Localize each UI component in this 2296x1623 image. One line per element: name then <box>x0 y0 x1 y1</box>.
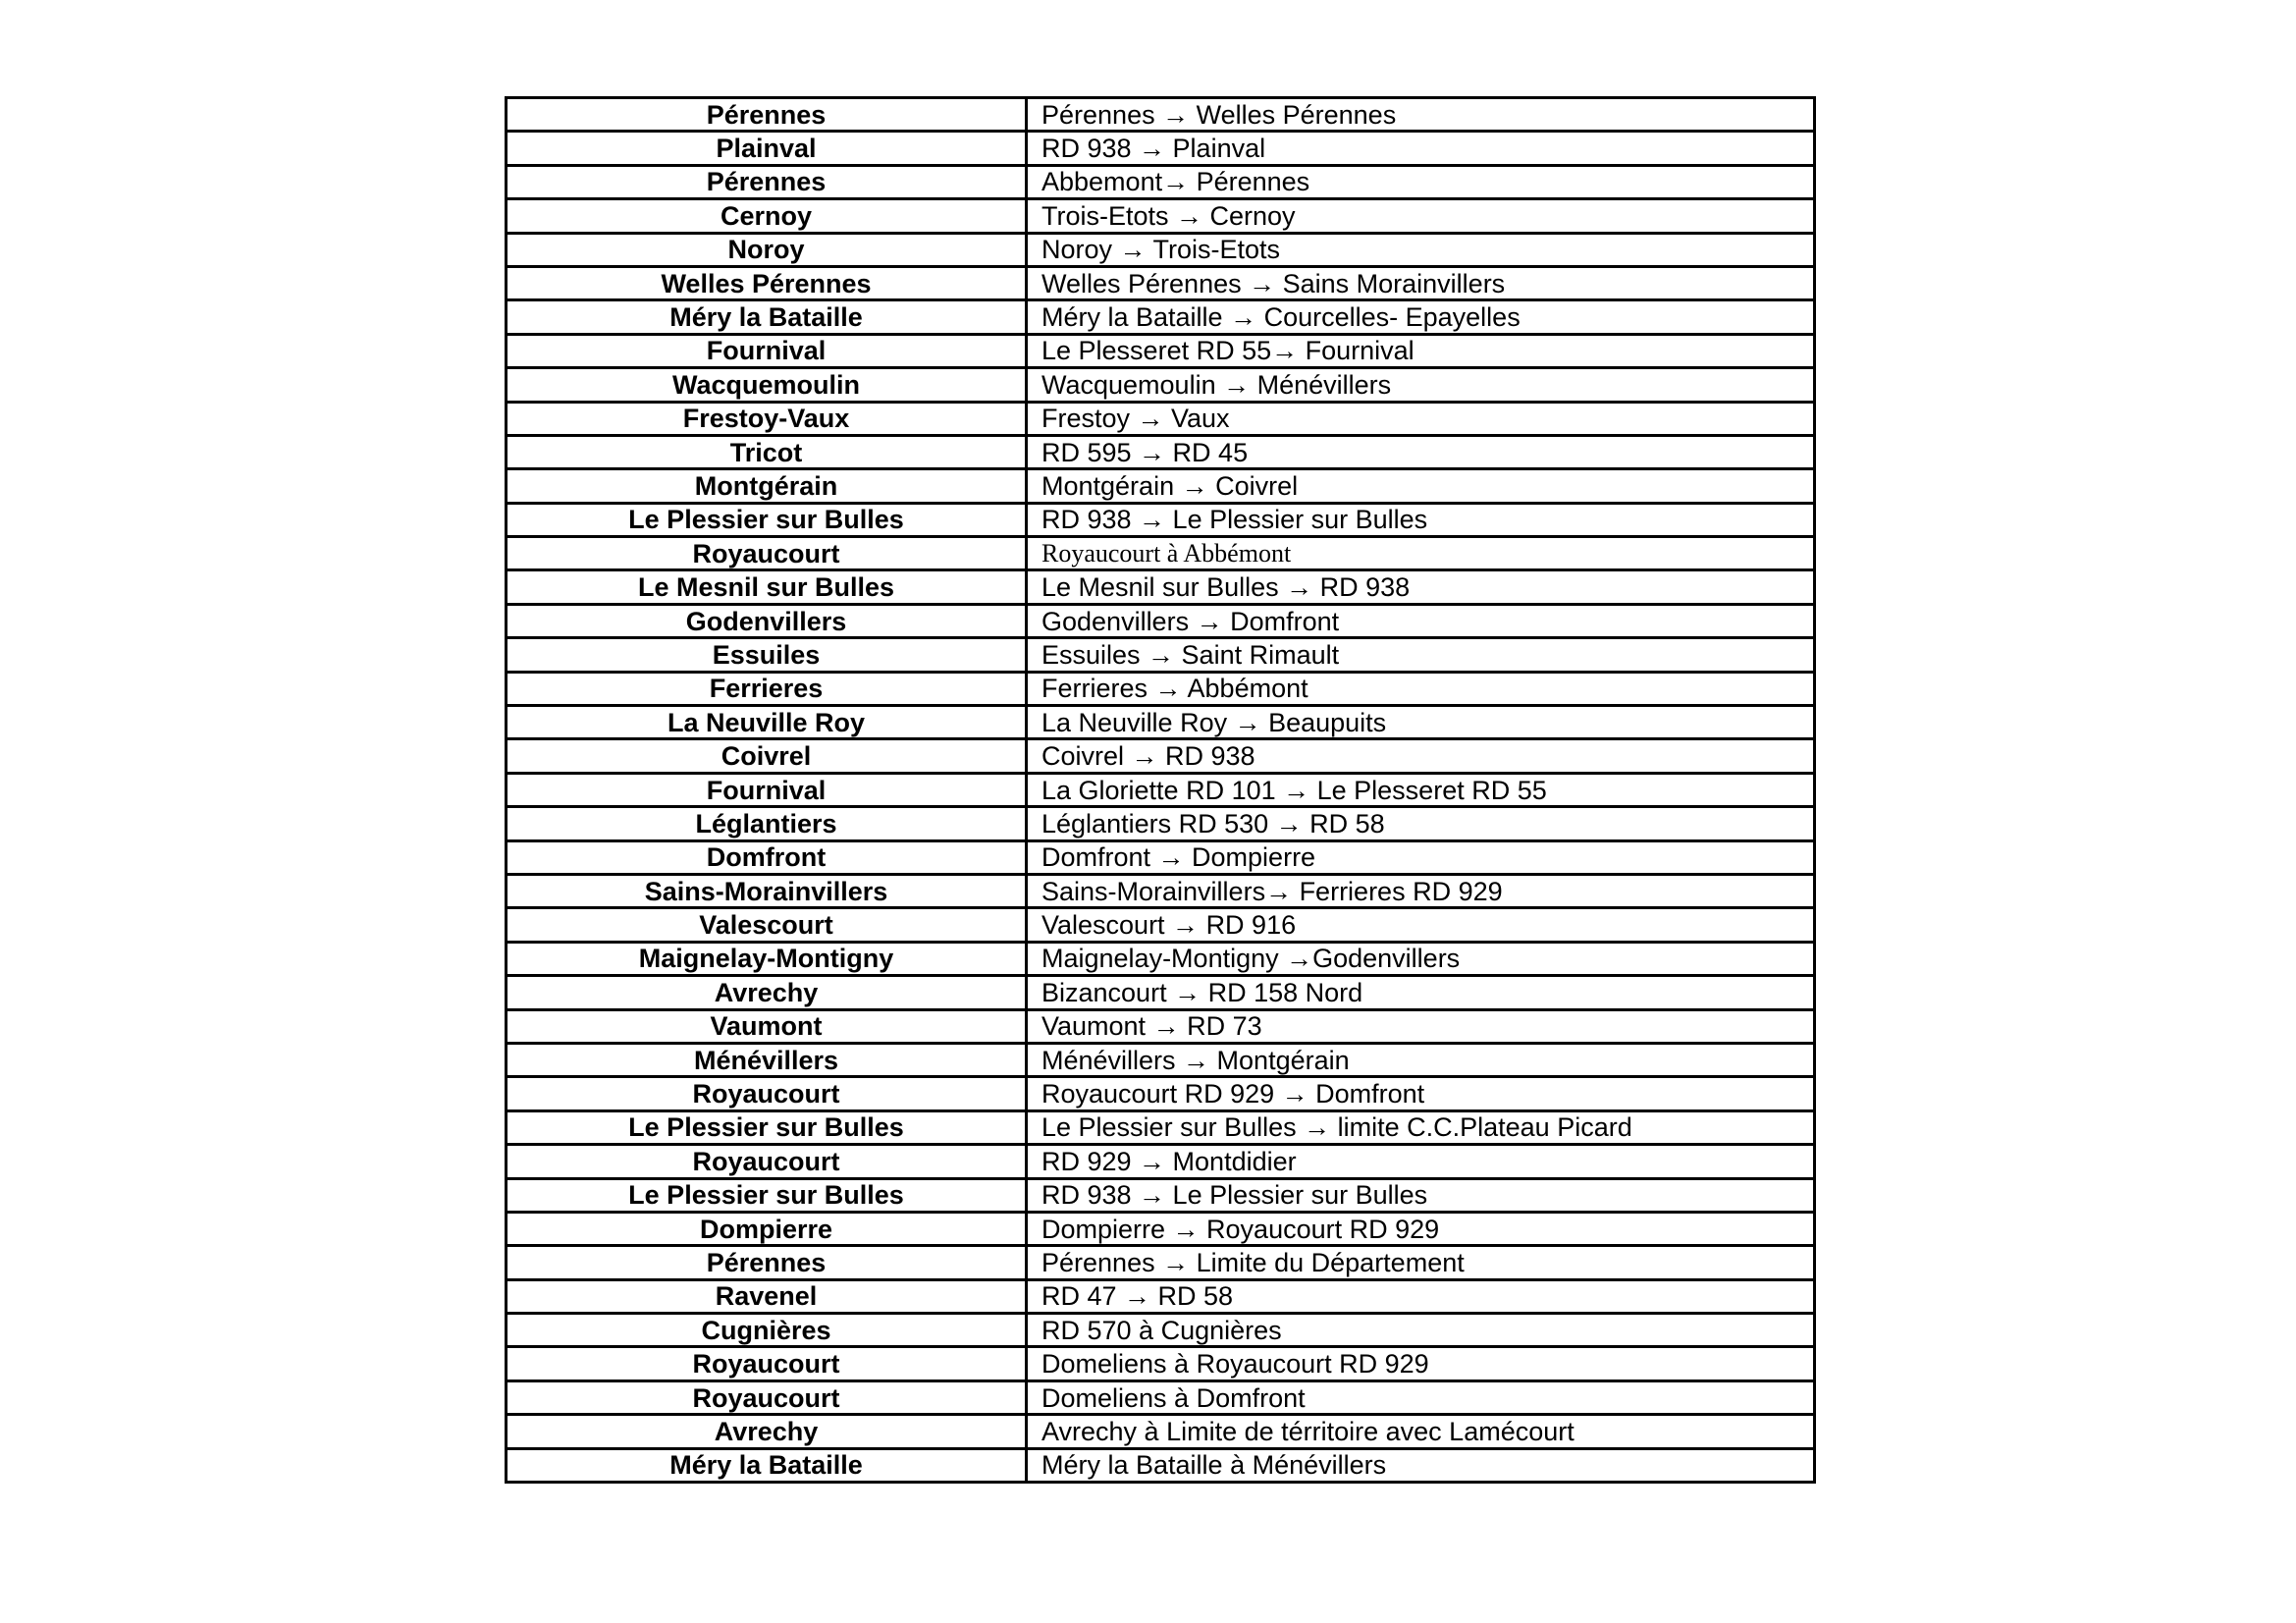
commune-cell: Royaucourt <box>507 1347 1027 1380</box>
route-segment-cell: Méry la Bataille → Courcelles- Epayelles <box>1027 300 1815 334</box>
commune-cell: Royaucourt <box>507 1380 1027 1414</box>
route-segment-cell: RD 47 → RD 58 <box>1027 1279 1815 1313</box>
commune-cell: Coivrel <box>507 739 1027 773</box>
table-row <box>507 570 1815 604</box>
route-segment-cell: La Gloriette RD 101 → Le Plesseret RD 55 <box>1027 773 1815 806</box>
route-segment-cell: Le Mesnil sur Bulles → RD 938 <box>1027 570 1815 604</box>
table-row <box>507 1212 1815 1245</box>
table-row <box>507 840 1815 874</box>
commune-cell: Welles Pérennes <box>507 266 1027 299</box>
commune-cell: Ménévillers <box>507 1043 1027 1076</box>
table-row <box>507 334 1815 367</box>
table-row <box>507 1043 1815 1076</box>
table-row <box>507 402 1815 435</box>
commune-cell: Pérennes <box>507 1246 1027 1279</box>
routes-table-body <box>507 98 1815 1483</box>
table-row <box>507 1314 1815 1347</box>
commune-cell: Dompierre <box>507 1212 1027 1245</box>
table-row <box>507 908 1815 942</box>
route-segment-cell: Valescourt → RD 916 <box>1027 908 1815 942</box>
commune-cell: Le Plessier sur Bulles <box>507 1110 1027 1144</box>
route-segment-cell: RD 929 → Montdidier <box>1027 1145 1815 1178</box>
route-segment-cell: Frestoy → Vaux <box>1027 402 1815 435</box>
commune-cell: Cugnières <box>507 1314 1027 1347</box>
commune-cell: Méry la Bataille <box>507 300 1027 334</box>
commune-cell: Valescourt <box>507 908 1027 942</box>
table-row <box>507 233 1815 266</box>
table-row <box>507 672 1815 705</box>
commune-cell: Le Mesnil sur Bulles <box>507 570 1027 604</box>
table-row <box>507 469 1815 503</box>
route-segment-cell: Le Plesseret RD 55→ Fournival <box>1027 334 1815 367</box>
table-row <box>507 1380 1815 1414</box>
commune-cell: Noroy <box>507 233 1027 266</box>
routes-table <box>505 96 1816 1484</box>
table-row <box>507 976 1815 1009</box>
commune-cell: Pérennes <box>507 98 1027 132</box>
commune-cell: Wacquemoulin <box>507 368 1027 402</box>
route-segment-cell: Léglantiers RD 530 → RD 58 <box>1027 807 1815 840</box>
table-row <box>507 739 1815 773</box>
commune-cell: Royaucourt <box>507 1145 1027 1178</box>
table-row <box>507 1347 1815 1380</box>
route-segment-cell: Abbemont→ Pérennes <box>1027 165 1815 198</box>
route-segment-cell: RD 938 → Le Plessier sur Bulles <box>1027 503 1815 536</box>
table-row <box>507 706 1815 739</box>
table-row <box>507 1077 1815 1110</box>
table-row <box>507 1246 1815 1279</box>
table-row <box>507 942 1815 975</box>
table-row <box>507 874 1815 907</box>
table-row <box>507 368 1815 402</box>
commune-cell: Tricot <box>507 435 1027 468</box>
commune-cell: Sains-Morainvillers <box>507 874 1027 907</box>
route-segment-cell: Avrechy à Limite de térritoire avec Lamécourt <box>1027 1415 1815 1448</box>
table-row <box>507 132 1815 165</box>
route-segment-cell: Pérennes → Limite du Département <box>1027 1246 1815 1279</box>
route-segment-cell: Maignelay-Montigny →Godenvillers <box>1027 942 1815 975</box>
route-segment-cell: Dompierre → Royaucourt RD 929 <box>1027 1212 1815 1245</box>
route-segment-cell: Domfront → Dompierre <box>1027 840 1815 874</box>
commune-cell: Le Plessier sur Bulles <box>507 1178 1027 1212</box>
commune-cell: La Neuville Roy <box>507 706 1027 739</box>
table-row <box>507 604 1815 637</box>
table-row <box>507 1279 1815 1313</box>
commune-cell: Avrechy <box>507 976 1027 1009</box>
route-segment-cell: Montgérain → Coivrel <box>1027 469 1815 503</box>
commune-cell: Domfront <box>507 840 1027 874</box>
route-segment-cell: Méry la Bataille à Ménévillers <box>1027 1448 1815 1482</box>
commune-cell: Cernoy <box>507 199 1027 233</box>
route-segment-cell: Trois-Etots → Cernoy <box>1027 199 1815 233</box>
commune-cell: Montgérain <box>507 469 1027 503</box>
commune-cell: Frestoy-Vaux <box>507 402 1027 435</box>
commune-cell: Léglantiers <box>507 807 1027 840</box>
route-segment-cell: Wacquemoulin → Ménévillers <box>1027 368 1815 402</box>
commune-cell: Essuiles <box>507 638 1027 672</box>
table-row <box>507 773 1815 806</box>
table-row <box>507 98 1815 132</box>
commune-cell: Avrechy <box>507 1415 1027 1448</box>
route-segment-cell: RD 595 → RD 45 <box>1027 435 1815 468</box>
route-segment-cell: Essuiles → Saint Rimault <box>1027 638 1815 672</box>
route-segment-cell: RD 938 → Plainval <box>1027 132 1815 165</box>
table-row <box>507 503 1815 536</box>
route-segment-cell: Pérennes → Welles Pérennes <box>1027 98 1815 132</box>
commune-cell: Fournival <box>507 773 1027 806</box>
commune-cell: Ravenel <box>507 1279 1027 1313</box>
table-row <box>507 165 1815 198</box>
route-segment-cell: Domeliens à Royaucourt RD 929 <box>1027 1347 1815 1380</box>
route-segment-cell: Noroy → Trois-Etots <box>1027 233 1815 266</box>
commune-cell: Royaucourt <box>507 537 1027 570</box>
route-segment-cell: Ménévillers → Montgérain <box>1027 1043 1815 1076</box>
route-segment-cell: Godenvillers → Domfront <box>1027 604 1815 637</box>
route-segment-cell: RD 938 → Le Plessier sur Bulles <box>1027 1178 1815 1212</box>
table-row <box>507 638 1815 672</box>
route-segment-cell: Royaucourt RD 929 → Domfront <box>1027 1077 1815 1110</box>
route-segment-cell: Ferrieres → Abbémont <box>1027 672 1815 705</box>
table-row <box>507 1415 1815 1448</box>
commune-cell: Maignelay-Montigny <box>507 942 1027 975</box>
table-row <box>507 1145 1815 1178</box>
route-segment-cell: Bizancourt → RD 158 Nord <box>1027 976 1815 1009</box>
table-row <box>507 266 1815 299</box>
route-segment-cell: Le Plessier sur Bulles → limite C.C.Plateau Picard <box>1027 1110 1815 1144</box>
table-row <box>507 1178 1815 1212</box>
commune-cell: Plainval <box>507 132 1027 165</box>
commune-cell: Fournival <box>507 334 1027 367</box>
route-segment-cell: Sains-Morainvillers→ Ferrieres RD 929 <box>1027 874 1815 907</box>
route-segment-cell: Domeliens à Domfront <box>1027 1380 1815 1414</box>
commune-cell: Pérennes <box>507 165 1027 198</box>
route-segment-cell: Vaumont → RD 73 <box>1027 1009 1815 1043</box>
table-row <box>507 1110 1815 1144</box>
table-row <box>507 300 1815 334</box>
commune-cell: Royaucourt <box>507 1077 1027 1110</box>
table-row <box>507 807 1815 840</box>
route-segment-cell: RD 570 à Cugnières <box>1027 1314 1815 1347</box>
route-segment-cell: Coivrel → RD 938 <box>1027 739 1815 773</box>
commune-cell: Vaumont <box>507 1009 1027 1043</box>
commune-cell: Ferrieres <box>507 672 1027 705</box>
table-row <box>507 199 1815 233</box>
commune-cell: Méry la Bataille <box>507 1448 1027 1482</box>
route-segment-cell: Royaucourt à Abbémont <box>1027 537 1815 570</box>
table-row <box>507 435 1815 468</box>
table-row <box>507 1448 1815 1482</box>
route-segment-cell: La Neuville Roy → Beaupuits <box>1027 706 1815 739</box>
table-row <box>507 537 1815 570</box>
route-segment-cell: Welles Pérennes → Sains Morainvillers <box>1027 266 1815 299</box>
commune-cell: Godenvillers <box>507 604 1027 637</box>
commune-cell: Le Plessier sur Bulles <box>507 503 1027 536</box>
table-row <box>507 1009 1815 1043</box>
